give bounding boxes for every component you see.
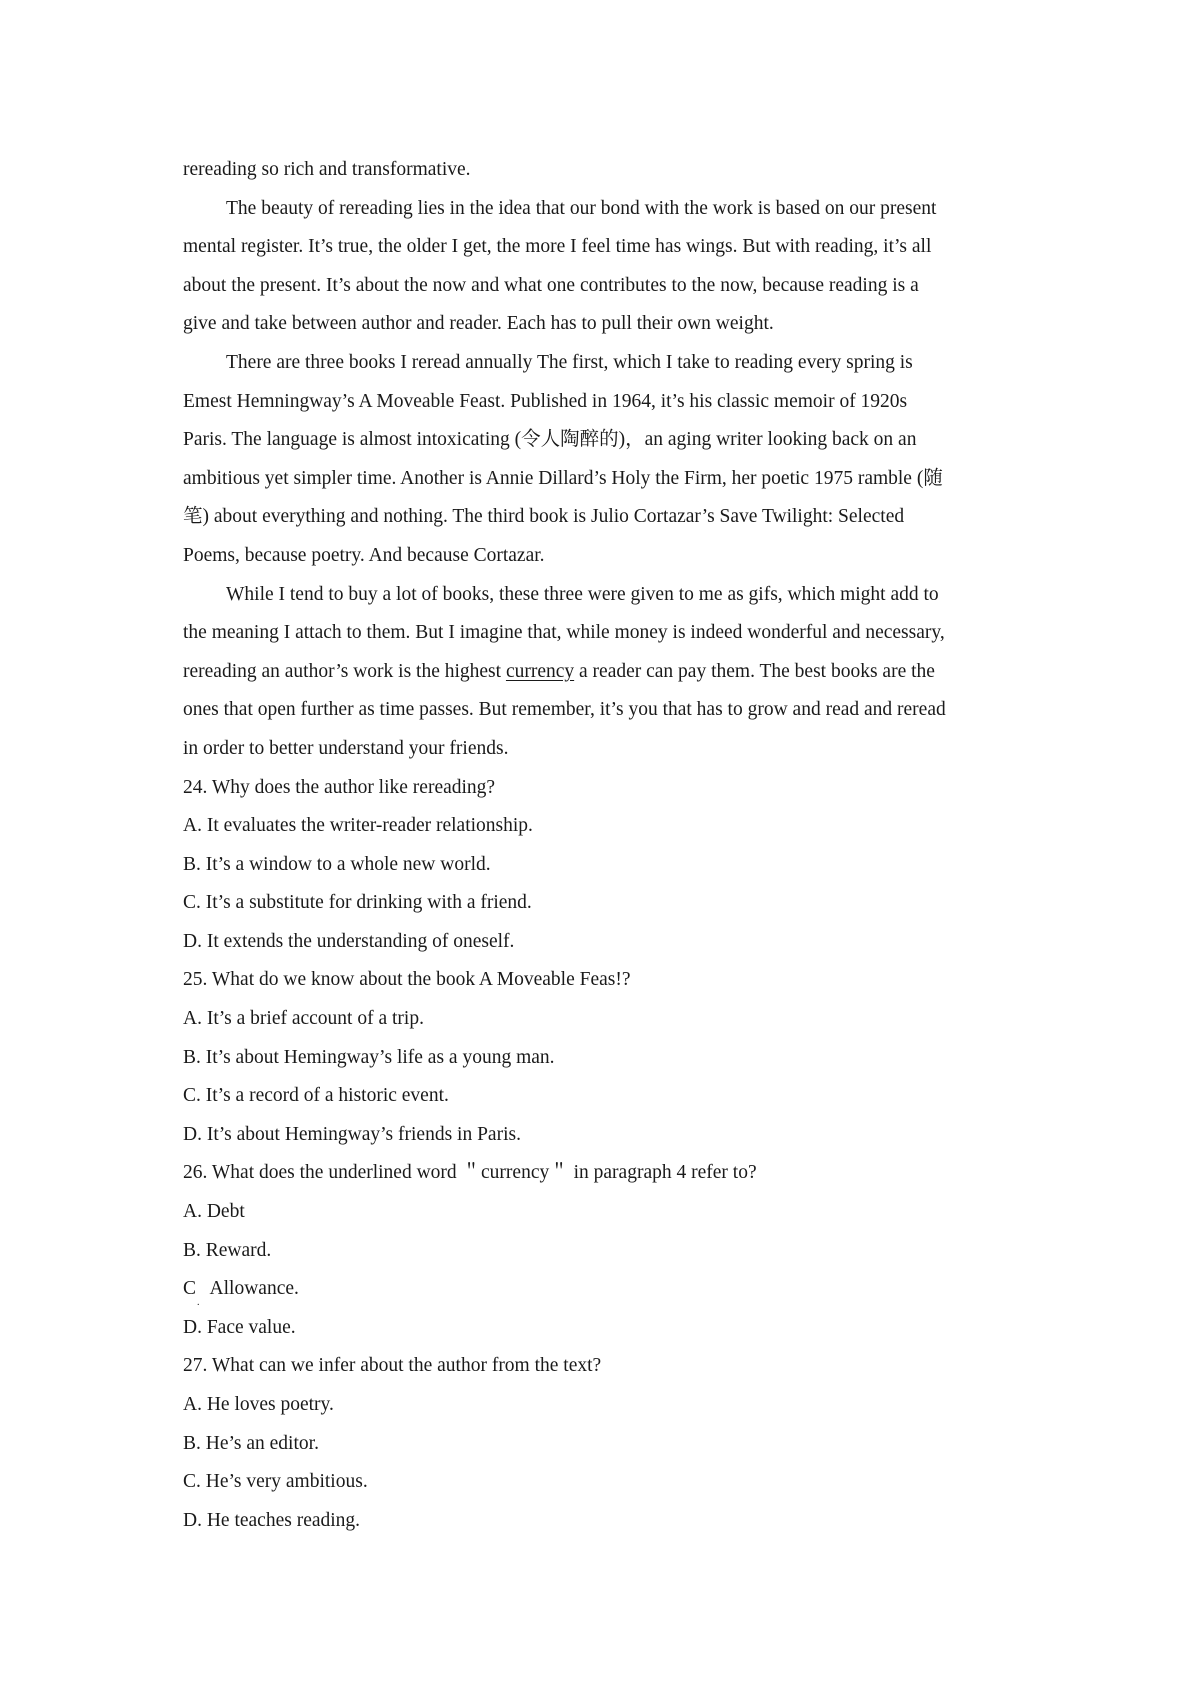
answer-option-a: A. It evaluates the writer-reader relationship. [183,815,533,837]
passage-paragraph-3-line-6: Poems, because poetry. And because Cortazar. [183,544,545,566]
answer-option-c: C. It’s a record of a historic event. [183,1085,449,1107]
passage-paragraph-4-line-3 [183,653,1028,692]
passage-paragraph-4-line-2: the meaning I attach to them. But I imagine that, while money is indeed wonderful and necessary, [183,622,945,644]
question-stem: 27. What can we infer about the author from the text? [183,1355,602,1377]
passage-text-segment: a reader can pay them. The best books are the [574,660,935,682]
passage-paragraph-4-line-5: in order to better understand your friends. [183,737,509,759]
answer-option-c-row [183,1270,1028,1309]
passage-paragraph-2-line-1: The beauty of rereading lies in the idea that our bond with the work is based on our present [226,197,937,219]
answer-option-c: C. It’s a substitute for drinking with a friend. [183,892,532,914]
passage-paragraph-4-line-1: While I tend to buy a lot of books, these three were given to me as gifs, which might add to [226,583,939,605]
answer-option-b: B. It’s a window to a whole new world. [183,853,491,875]
question-24 [183,769,1028,962]
passage-paragraph-1-tail: rereading so rich and transformative. [183,159,471,180]
answer-option-c: C Allowance. [183,1278,299,1300]
passage-paragraph-2-line-4: give and take between author and reader. Each has to pull their own weight. [183,313,774,335]
question-27 [183,1347,1028,1540]
question-26 [183,1154,1028,1347]
stray-dot-mark: . [197,1297,200,1309]
passage-paragraph-2-line-3: about the present. It’s about the now and what one contributes to the now, because reading is a [183,274,919,296]
passage-paragraph-3-line-3: Paris. The language is almost intoxicating (令人陶醉的)，an aging writer looking back on an [183,429,917,451]
answer-option-b: B. It’s about Hemingway’s life as a young man. [183,1046,555,1068]
passage-paragraph-2-line-2: mental register. It’s true, the older I get, the more I feel time has wings. But with reading, it’s all [183,236,932,258]
answer-option-d: D. It extends the understanding of oneself. [183,930,515,952]
passage-paragraph-3-line-5: 笔) about everything and nothing. The third book is Julio Cortazar’s Save Twilight: Selected [183,506,905,528]
document-page [183,151,1028,1540]
passage-paragraph-3-line-4: ambitious yet simpler time. Another is Annie Dillard’s Holy the Firm, her poetic 1975 ramble (随 [183,467,943,489]
passage-paragraph-3-line-1: There are three books I reread annually The first, which I take to reading every spring is [226,351,913,373]
answer-option-a: A. Debt [183,1201,245,1223]
answer-option-c: C. He’s very ambitious. [183,1471,368,1493]
answer-option-b: B. Reward. [183,1239,272,1261]
answer-option-a: A. He loves poetry. [183,1394,334,1415]
answer-option-d: D. It’s about Hemingway’s friends in Paris. [183,1123,521,1145]
answer-option-a: A. It’s a brief account of a trip. [183,1008,424,1030]
answer-option-d: D. Face value. [183,1316,296,1338]
question-stem: 25. What do we know about the book A Moveable Feas!? [183,969,631,991]
question-stem: 26. What does the underlined word ＂currency＂ in paragraph 4 refer to? [183,1162,757,1184]
passage-text-segment: rereading an author’s work is the highest [183,660,506,682]
underlined-word-currency: currency [505,660,575,682]
answer-option-b: B. He’s an editor. [183,1432,319,1454]
question-stem: 24. Why does the author like rereading? [183,776,496,798]
question-25 [183,961,1028,1154]
passage-paragraph-3-line-2: Emest Hemningway’s A Moveable Feast. Published in 1964, it’s his classic memoir of 1920s [183,390,908,412]
passage-paragraph-4-line-4: ones that open further as time passes. But remember, it’s you that has to grow and read and reread [183,699,946,721]
answer-option-d: D. He teaches reading. [183,1509,361,1531]
